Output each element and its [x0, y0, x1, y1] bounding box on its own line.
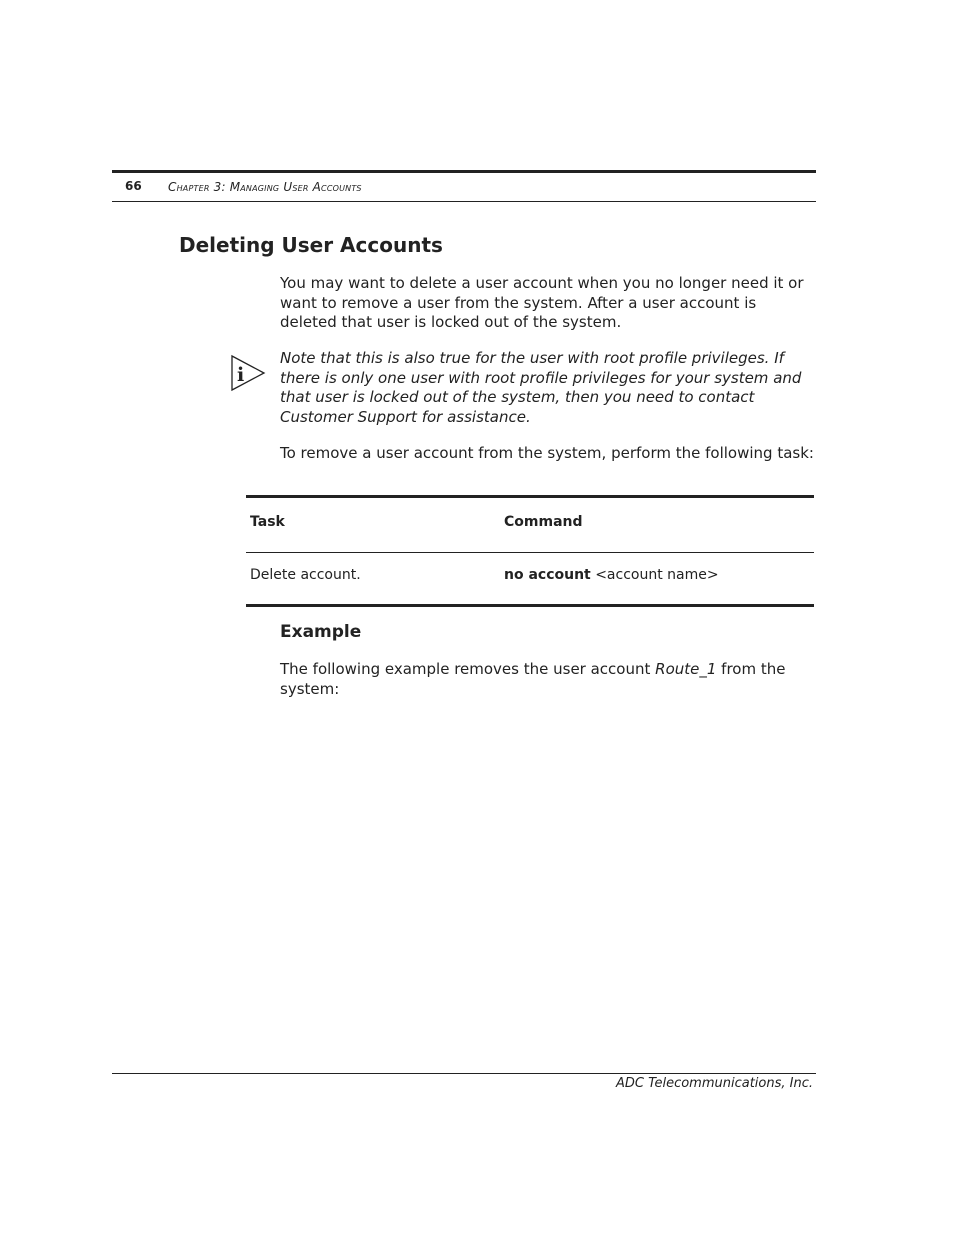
footer-rule: [112, 1073, 816, 1074]
intro-paragraph: You may want to delete a user account when you no longer need it or want to remove a user from the system. After a user account is deleted that user is locked out of the system.: [280, 274, 804, 331]
table-rule-top: [246, 495, 814, 498]
example-text-after: from the system:: [280, 660, 786, 698]
section-title: Deleting User Accounts: [179, 233, 443, 257]
chapter-title: Chapter 3: Managing User Accounts: [168, 180, 362, 194]
footer-company: ADC Telecommunications, Inc.: [616, 1076, 813, 1091]
page-number: 66: [125, 179, 142, 193]
table-cell-task: Delete account.: [250, 567, 361, 583]
header-rule-top: [112, 170, 816, 173]
table-header-task: Task: [250, 514, 285, 530]
command-keyword: no account: [504, 567, 591, 583]
svg-text:i: i: [237, 364, 245, 386]
table-header-command: Command: [504, 514, 583, 530]
table-rule-mid: [246, 552, 814, 553]
example-text-before: The following example removes the user account: [280, 660, 656, 678]
note-paragraph: Note that this is also true for the user with root profile privileges. If there is only one user with root profile privileges for your system and that user is locked out of the system, then you need to contact Customer Support for assistance.: [280, 349, 802, 426]
table-cell-command: [504, 567, 719, 583]
example-paragraph: [280, 660, 820, 699]
header-rule-bottom: [112, 201, 816, 202]
info-icon: [230, 354, 268, 392]
table-rule-bottom: [246, 604, 814, 607]
command-argument: <account name>: [595, 567, 719, 583]
example-account-name: Route_1: [655, 660, 717, 678]
lead-paragraph: To remove a user account from the system, perform the following task:: [280, 444, 814, 462]
example-title: Example: [280, 622, 362, 642]
